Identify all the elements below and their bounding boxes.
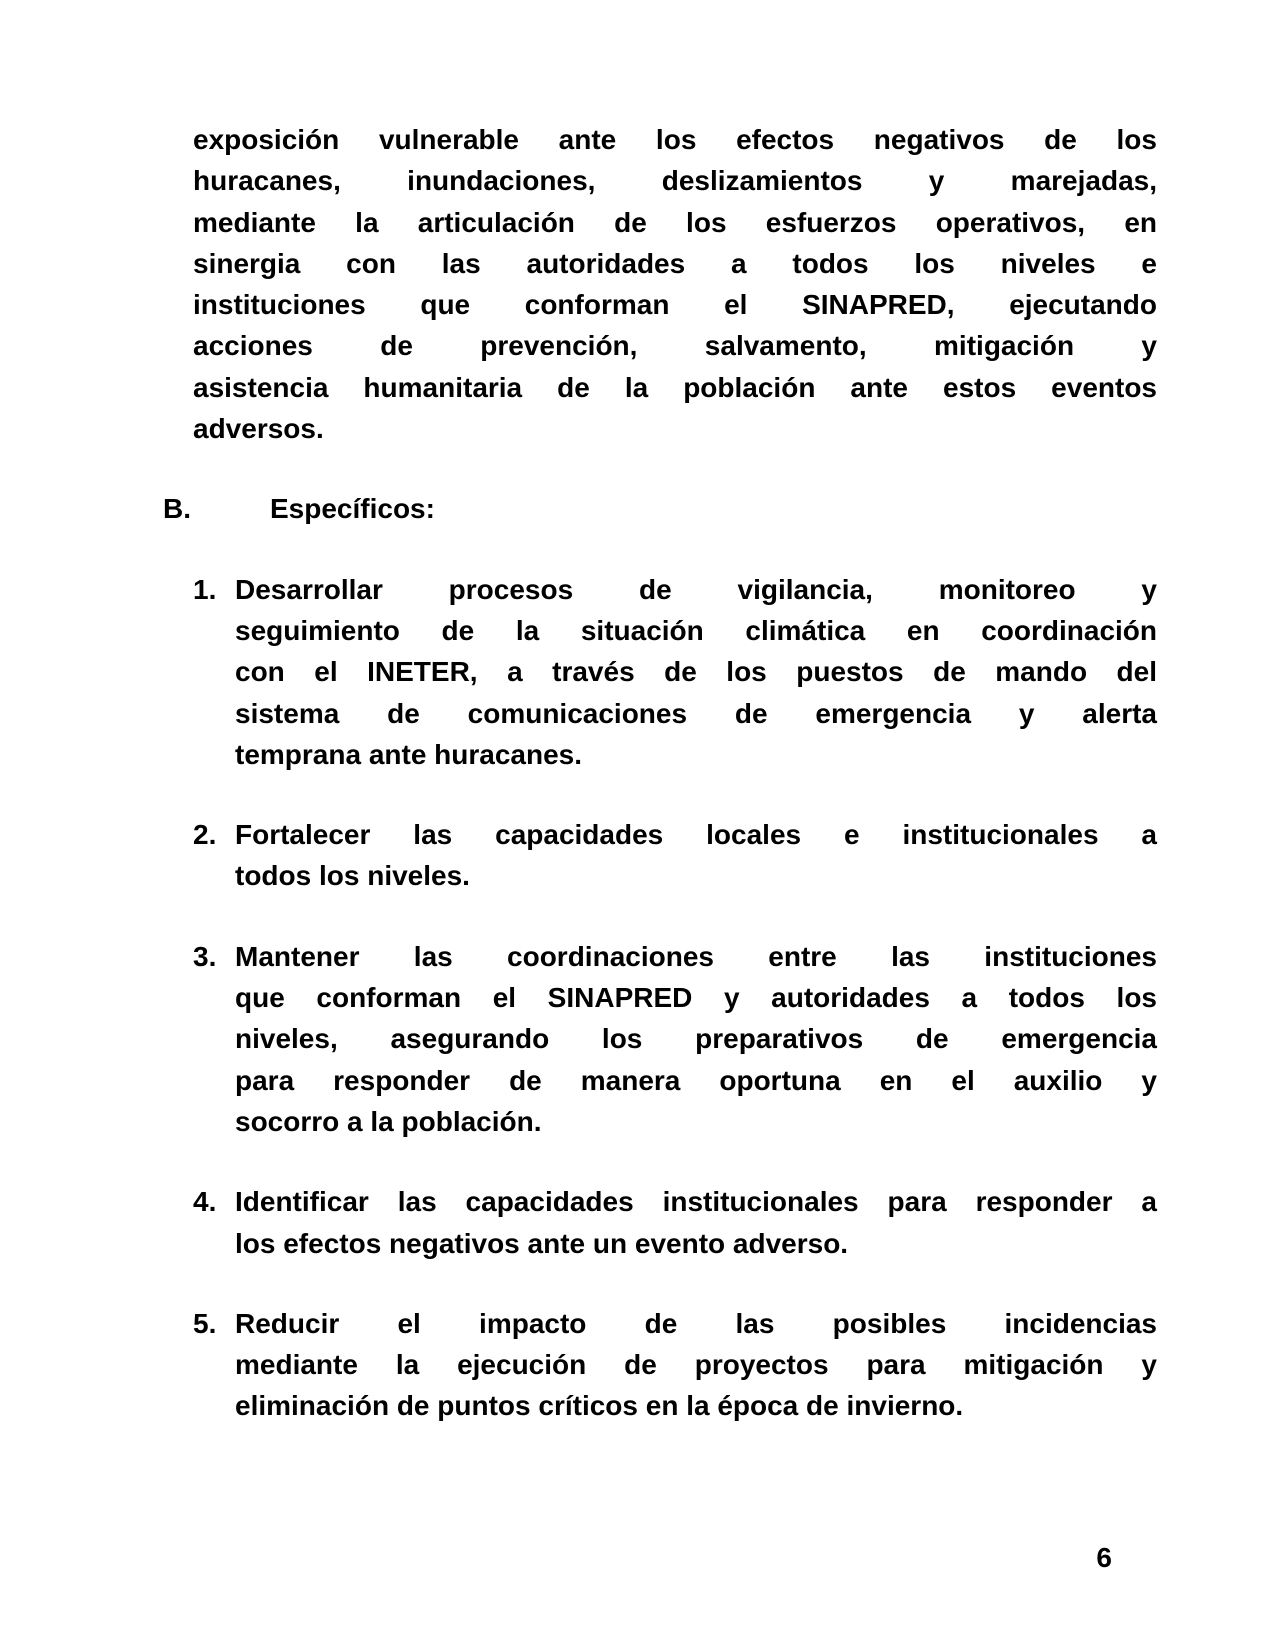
list-item-line: Mantener las coordinaciones entre las instituciones — [235, 940, 1157, 972]
paragraph-line: instituciones que conforman el SINAPRED, ejecutando — [193, 289, 1157, 321]
paragraph-line: huracanes, inundaciones, deslizamientos y marejadas, — [193, 165, 1157, 197]
list-item-text — [235, 1303, 1157, 1427]
general-objective-paragraph — [193, 119, 1157, 449]
list-item-line: seguimiento de la situación climática en coordinación — [235, 614, 1157, 646]
list-item-line: todos los niveles. — [235, 860, 470, 892]
list-item-line: que conforman el SINAPRED y autoridades a todos los — [235, 982, 1157, 1014]
list-item-text — [235, 1181, 1157, 1264]
paragraph-line: adversos. — [193, 413, 324, 445]
list-item-line: Reducir el impacto de las posibles incidencias — [235, 1307, 1157, 1339]
paragraph-line: exposición vulnerable ante los efectos negativos de los — [193, 124, 1157, 155]
list-item-line: Desarrollar procesos de vigilancia, monitoreo y — [235, 573, 1157, 605]
list-item-line: sistema de comunicaciones de emergencia y alerta — [235, 697, 1157, 729]
paragraph-line: asistencia humanitaria de la población ante estos eventos — [193, 371, 1157, 403]
list-item-number: 1. — [193, 573, 217, 605]
paragraph-line: sinergia con las autoridades a todos los niveles e — [193, 247, 1157, 279]
list-item-line: los efectos negativos ante un evento adverso. — [235, 1227, 849, 1259]
list-item-line: socorro a la población. — [235, 1105, 542, 1137]
list-item-number: 3. — [193, 940, 217, 972]
list-item-line: temprana ante huracanes. — [235, 738, 583, 770]
list-item-text — [235, 814, 1157, 897]
list-item-number: 2. — [193, 819, 217, 851]
list-item-line: Fortalecer las capacidades locales e institucionales a — [235, 819, 1157, 851]
list-item-line: niveles, asegurando los preparativos de emergencia — [235, 1023, 1157, 1055]
page-number: 6 — [1096, 1542, 1112, 1573]
list-item-text — [235, 936, 1157, 1142]
list-item — [193, 814, 1157, 897]
list-item — [193, 936, 1157, 1142]
list-item — [193, 569, 1157, 775]
page-body — [163, 119, 1157, 1427]
section-heading — [163, 488, 1157, 529]
list-item-line: mediante la ejecución de proyectos para mitigación y — [235, 1349, 1157, 1381]
list-item-number: 4. — [193, 1186, 217, 1218]
section-heading-title: Específicos: — [270, 493, 435, 525]
specific-objectives-list — [193, 569, 1157, 1427]
list-item-text — [235, 569, 1157, 775]
paragraph-line: acciones de prevención, salvamento, mitigación y — [193, 330, 1157, 362]
list-item — [193, 1181, 1157, 1264]
list-item — [193, 1303, 1157, 1427]
paragraph-line: mediante la articulación de los esfuerzos operativos, en — [193, 206, 1157, 238]
section-heading-label: B. — [163, 493, 191, 525]
list-item-line: eliminación de puntos críticos en la época de invierno. — [235, 1390, 964, 1422]
list-item-line: con el INETER, a través de los puestos de mando del — [235, 656, 1157, 688]
list-item-line: para responder de manera oportuna en el auxilio y — [235, 1064, 1157, 1096]
list-item-number: 5. — [193, 1307, 217, 1339]
list-item-line: Identificar las capacidades institucionales para responder a — [235, 1186, 1157, 1218]
